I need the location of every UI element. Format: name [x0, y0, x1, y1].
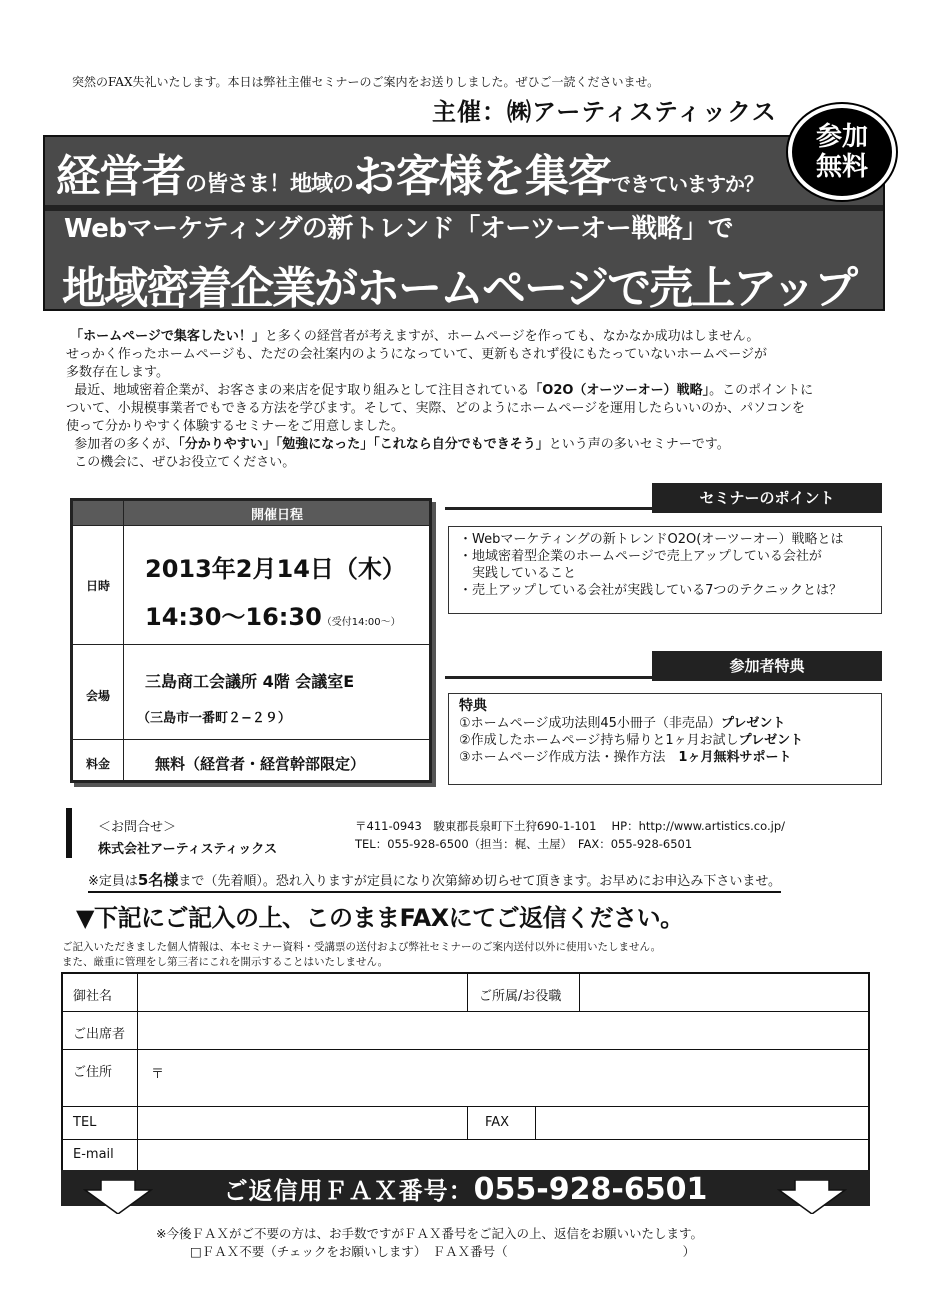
form-row-address: [63, 1049, 868, 1107]
form-divider: [467, 1106, 468, 1139]
form-row-tel: [63, 1106, 868, 1140]
body-p3: 多数存在します。: [66, 365, 169, 380]
perk-text: ②作成したホームページ持ち帰りと1ヶ月お試し: [459, 733, 739, 748]
label-fee: 料金: [85, 757, 110, 771]
down-arrow-icon: [83, 1180, 153, 1214]
contact-company: 株式会社アーティスティックス: [98, 842, 278, 857]
form-divider: [579, 974, 580, 1011]
schedule-rule: [73, 525, 429, 526]
perk-item-3: [459, 749, 871, 766]
organizer: 主催：㈱アーティスティックス: [432, 98, 777, 126]
perk-emph: プレゼント: [738, 733, 804, 748]
body-p7a: 参加者の多くが、: [74, 437, 179, 452]
form-row-company: [63, 974, 868, 1012]
body-p1: と多くの経営者が考えますが、ホームページを作っても、なかなか成功はしません。: [264, 329, 760, 344]
venue-address: （三島市一番町２−２９）: [137, 711, 291, 726]
body-p2: せっかく作ったホームページも、ただの会社案内のようになっていて、更新もされず役にもたっていないホームページが: [66, 347, 767, 362]
form-label-attendee: ご出席者: [73, 1027, 126, 1042]
contact-tel: TEL：055-928-6500（担当：梶、土屋） FAX：055-928-6501: [355, 837, 693, 851]
free-badge: [788, 104, 896, 200]
schedule-header: [73, 501, 429, 525]
point-item: 実践していること: [459, 566, 577, 581]
perk-item-1: [459, 715, 871, 732]
form-divider: [535, 1106, 536, 1139]
perks-box: [448, 693, 882, 785]
headline-part2: の皆さま！地域の: [185, 172, 354, 197]
reply-fax-number: 055-928-6501: [473, 1172, 708, 1207]
label-venue: 会場: [85, 689, 110, 703]
reply-fax-text: [201, 1171, 730, 1207]
reception-time: （受付14:00〜）: [321, 617, 401, 628]
headline-line1: [56, 140, 763, 204]
points-title: セミナーのポイント: [652, 483, 882, 513]
perk-item-2: [459, 732, 871, 749]
body-p7c: という声の多いセミナーです。: [548, 437, 730, 452]
form-divider: [137, 1106, 138, 1139]
fax-optout-note: ※今後ＦＡＸがご不要の方は、お手数ですがＦＡＸ番号をご記入の上、返信をお願いいたします。: [156, 1226, 703, 1241]
headline-part3: お客様を集客: [353, 151, 612, 202]
reply-fax-label: ご返信用ＦＡＸ番号：: [223, 1177, 474, 1205]
time-value: 14:30〜16:30: [145, 603, 322, 631]
form-label-address: ご住所: [73, 1065, 113, 1080]
capacity-notice: [88, 869, 781, 893]
perk-emph: 1ヶ月無料サポート: [678, 750, 792, 765]
down-arrow-icon: [777, 1180, 847, 1214]
headline-part1: 経営者: [56, 151, 185, 202]
body-p4c: 。このポイントに: [709, 383, 814, 398]
body-emph-1: 「ホームページで集客したい！」: [70, 329, 265, 344]
point-item: ・地域密着型企業のホームページで売上アップしている会社が: [459, 549, 822, 564]
fax-optout-checkbox-line: □ＦＡＸ不要（チェックをお願いします） ＦＡＸ番号（ ）: [190, 1244, 696, 1259]
headline-part4: できていますか？: [611, 172, 764, 196]
venue-name: 三島商工会議所 4階 会議室E: [145, 672, 355, 691]
form-label-fax: FAX: [485, 1115, 510, 1130]
capacity-c: まで（先着順）。恐れ入りますが定員になり次第締め切らせて頂きます。お早めにお申込み下さいませ。: [178, 874, 782, 889]
body-text: [66, 328, 876, 472]
body-p6: 使って分かりやすく体験するセミナーをご用意しました。: [66, 419, 405, 434]
body-p5: ついて、小規模事業者でもできる方法を学びます。そして、実際、どのようにホームページを運用したらいいのか、パソコンを: [66, 401, 805, 416]
form-divider: [137, 974, 138, 1011]
capacity-b: 5名様: [137, 871, 179, 889]
body-emph-3: 「分かりやすい」「勉強になった」「これなら自分でもできそう」: [178, 437, 549, 452]
form-divider: [137, 1139, 138, 1170]
form-row-email: [63, 1139, 868, 1170]
schedule-rule: [73, 644, 429, 645]
capacity-a: ※定員は: [88, 874, 138, 889]
schedule-box: [70, 498, 432, 783]
perks-title: 参加者特典: [652, 651, 882, 681]
perk-emph: プレゼント: [720, 716, 786, 731]
form-label-company: 御社名: [73, 989, 113, 1004]
intro-text: 突然のFAX失礼いたします。本日は弊社主催セミナーのご案内をお送りしました。ぜひご一読くださいませ。: [72, 75, 660, 89]
point-item: ・Webマーケティングの新トレンドO2O(オーツーオー）戦略とは: [459, 532, 844, 547]
form-postal-mark: 〒: [151, 1067, 165, 1082]
privacy-line2: また、厳重に管理をし第三者にこれを開示することはいたしません。: [62, 956, 389, 968]
form-label-dept: ご所属/お役職: [479, 989, 562, 1004]
form-divider: [137, 1049, 138, 1106]
form-divider: [137, 1011, 138, 1049]
body-p4a: 最近、地域密着企業が、お客さまの来店を促す取り組みとして注目されている: [74, 383, 530, 398]
fax-instruction: ▼下記にご記入の上、このままFAXにてご返信ください。: [76, 904, 684, 932]
reply-form: [61, 972, 870, 1172]
badge-line2: 無料: [815, 152, 868, 182]
form-divider: [467, 974, 468, 1011]
points-box: [448, 526, 882, 614]
point-item: ・売上アップしている会社が実践している7つのテクニックとは？: [459, 583, 843, 598]
contact-bar: [66, 808, 72, 858]
contact-address: 〒411-0943 駿東郡長泉町下土狩690-1-101 HP：http://www.artistics.co.jp/: [355, 819, 785, 833]
privacy-line1: ご記入いただきました個人情報は、本セミナー資料・受講票の送付および弊社セミナーのご案内送付以外に使用いたしません。: [62, 941, 662, 953]
seminar-time: [145, 597, 401, 632]
form-label-email: E-mail: [73, 1147, 114, 1162]
reply-fax-bar: [61, 1170, 870, 1206]
label-datetime: 日時: [85, 579, 110, 593]
contact-label: ＜お問合せ＞: [98, 820, 177, 835]
perk-text: ③ホームページ作成方法・操作方法: [459, 750, 679, 765]
perks-heading: 特典: [459, 698, 487, 714]
fee-value: 無料（経営者・経営幹部限定）: [155, 755, 366, 773]
headline-line2: Webマーケティングの新トレンド「オーツーオー戦略」で: [64, 214, 734, 244]
perk-text: ①ホームページ成功法則45小冊子（非売品）: [459, 716, 721, 731]
form-row-attendee: [63, 1011, 868, 1050]
body-p8: この機会に、ぜひお役立てください。: [74, 455, 296, 470]
privacy-notice: [62, 940, 661, 970]
form-label-tel: TEL: [73, 1115, 97, 1130]
headline-line3: 地域密着企業がホームページで売上アップ: [62, 263, 857, 314]
schedule-rule: [73, 739, 429, 740]
badge-line1: 参加: [815, 122, 868, 152]
seminar-date: 2013年2月14日（木）: [145, 555, 406, 583]
schedule-title: 開催日程: [250, 508, 303, 523]
body-emph-2: 「O2O（オーツーオー）戦略」: [529, 383, 710, 398]
